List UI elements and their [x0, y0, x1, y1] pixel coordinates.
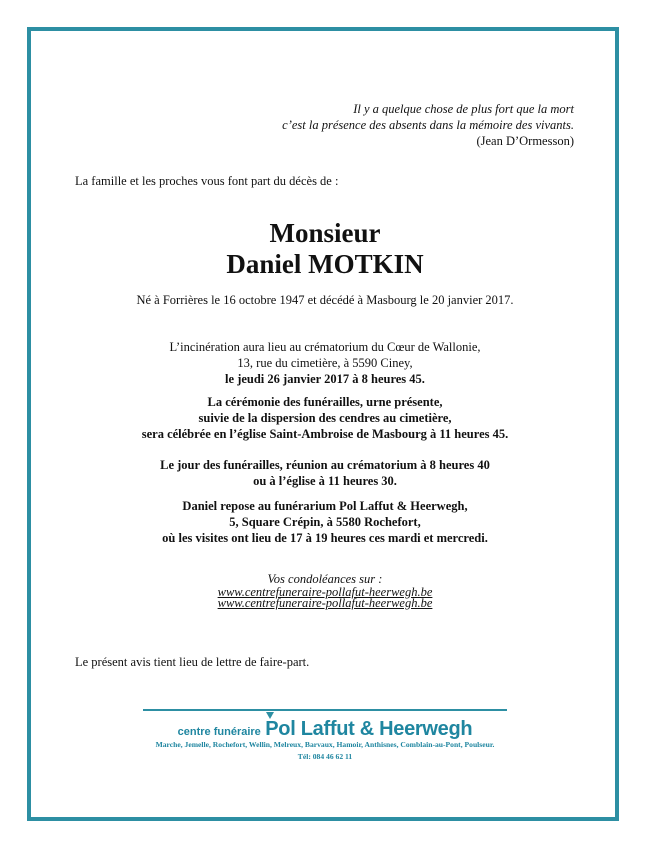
- funeral-home-logo: [0, 718, 650, 741]
- deceased-name: Daniel MOTKIN: [226, 249, 424, 279]
- condolences-link-2[interactable]: www.centrefuneraire-pollafut-heerwegh.be: [217, 596, 433, 610]
- funeral-day-block: [0, 457, 650, 489]
- funeral-day-line-1: Le jour des funérailles, réunion au crématorium à 8 heures 40: [160, 458, 490, 472]
- deceased-title: Monsieur: [269, 218, 381, 248]
- footer-towns: Marche, Jemelle, Rochefort, Wellin, Melreux, Barvaux, Hamoir, Anthisnes, Comblain-au-Pont, Poulseur.: [155, 740, 495, 749]
- incineration-line-2: 13, rue du cimetière, à 5590 Ciney,: [237, 356, 413, 370]
- logo-small-text: centre funéraire: [177, 726, 261, 738]
- quote-author: (Jean D’Ormesson): [476, 134, 574, 148]
- born-died-text: Né à Forrières le 16 octobre 1947 et décédé à Masbourg le 20 janvier 2017.: [136, 293, 514, 307]
- footer-phone: Tél: 084 46 62 11: [297, 752, 353, 761]
- ceremony-line-3: sera célébrée en l’église Saint-Ambroise de Masbourg à 11 heures 45.: [141, 427, 509, 441]
- intro-text: La famille et les proches vous font part du décès de :: [75, 174, 339, 188]
- closing-text: Le présent avis tient lieu de lettre de faire-part.: [75, 655, 310, 669]
- quote-line-1: Il y a quelque chose de plus fort que la mort: [353, 102, 574, 116]
- ceremony-line-1: La cérémonie des funérailles, urne présente,: [207, 395, 443, 409]
- ceremony-block: [0, 394, 650, 442]
- repose-line-3: où les visites ont lieu de 17 à 19 heures ces mardi et mercredi.: [162, 531, 488, 545]
- ceremony-line-2: suivie de la dispersion des cendres au cimetière,: [198, 411, 452, 425]
- funeral-day-line-2: ou à l’église à 11 heures 30.: [253, 474, 397, 488]
- condolences-link-1[interactable]: www.centrefuneraire-pollafut-heerwegh.be: [217, 585, 433, 599]
- repose-block: [0, 498, 650, 546]
- condolences-label: Vos condoléances sur :: [267, 572, 383, 586]
- quote-line-2: c’est la présence des absents dans la mémoire des vivants.: [282, 118, 574, 132]
- footer-divider: [143, 709, 507, 711]
- condolences-block: [0, 571, 650, 609]
- incineration-block: [0, 339, 650, 387]
- logo-brand-text: Pol Laffut & Heerwegh: [265, 718, 473, 740]
- repose-line-1: Daniel repose au funérarium Pol Laffut & Heerwegh,: [182, 499, 468, 513]
- incineration-line-1: L’incinération aura lieu au crématorium du Cœur de Wallonie,: [169, 340, 481, 354]
- epigraph: [282, 101, 574, 149]
- repose-line-2: 5, Square Crépin, à 5580 Rochefort,: [229, 515, 421, 529]
- incineration-date: le jeudi 26 janvier 2017 à 8 heures 45.: [225, 372, 425, 386]
